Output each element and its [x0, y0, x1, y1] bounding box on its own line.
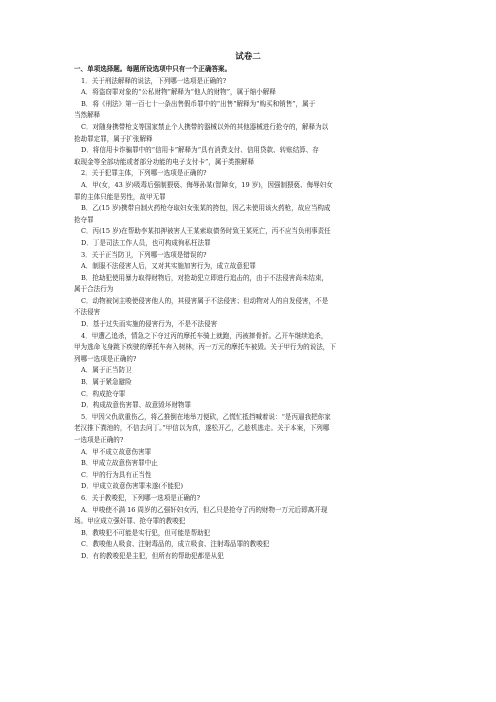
text-line: D．构成故意伤害罪、故意毁坏财物罪	[81, 401, 192, 410]
text-line: B．将《刑法》第一百七十一条出售假币罪中的“出售”解释为“购买和销售”，属于	[81, 99, 316, 108]
text-line: 属于合法行为	[74, 285, 114, 294]
text-line: C．教唆他人吸食、注射毒品的，成立吸食、注射毒品罪的教唆犯	[81, 540, 270, 549]
text-line: 罪的主体只能是男性，故甲无罪	[74, 192, 166, 201]
text-line: 5．甲因父仇欲重伤乙，将乙推倒在地举刀便砍，乙慌忙抵挡喊着说：“是丙逼我把你家	[81, 412, 331, 421]
text-line: 一选项是正确的?	[74, 436, 124, 444]
text-line: C．构成抢夺罪	[81, 389, 126, 398]
text-line: D．丁是司法工作人员，也可构成徇私枉法罪	[81, 238, 211, 247]
text-line: A．制服不法侵害人后，又对其实施加害行为，成立故意犯罪	[81, 262, 256, 271]
text-line: B．甲成立故意伤害罪中止	[81, 459, 158, 468]
text-line: D．基于过失而实施的侵害行为，不是不法侵害	[81, 320, 218, 329]
text-line: 不法侵害	[74, 308, 101, 317]
text-line: 抢劫罪定罪，属于扩张解释	[74, 134, 153, 143]
text-line: A．属于正当防卫	[81, 366, 132, 375]
text-line: D．甲成立故意伤害罪未遂(不能犯)	[81, 482, 184, 491]
text-line: C．甲的行为具有正当性	[81, 470, 152, 479]
text-line: 1．关于刑法解释的说法，下列哪一选项是正确的?	[81, 76, 227, 85]
text-line: B．抢劫犯使用暴力取得财物后，对抢劫犯立即进行追击的，由于不法侵害尚未结束，	[81, 273, 329, 282]
text-line: 取现金等全部功能或者部分功能的电子支付卡”，属于类推解释	[74, 157, 255, 166]
text-line: B．属于紧急避险	[81, 378, 132, 387]
text-line: 老汉推下粪池的，不信去问丁。”甲信以为真，遂松开乙，乙趁机逃走。关于本案，下列哪	[74, 424, 330, 433]
text-line: 4．甲遭乙追杀，情急之下夺过丙的摩托车骑上就跑，丙被摔骨折。乙开车继续追杀，	[81, 331, 328, 340]
page-title: 试卷二	[235, 52, 261, 62]
text-line: A．甲唆使不满 16 周岁的乙强奸妇女丙，但乙只是抢夺了丙的财物一万元后即离开现	[81, 505, 328, 514]
text-line: 6．关于教唆犯，下列哪一选项是正确的?	[81, 493, 200, 502]
text-line: 列哪一选项是正确的?	[74, 354, 137, 363]
exam-content	[74, 64, 426, 563]
text-line: A．甲不成立故意伤害罪	[81, 447, 152, 456]
text-line: B．教唆犯不可能是实行犯，但可能是帮助犯	[81, 528, 211, 537]
text-line: C．对随身携带枪支等国家禁止个人携带的器械以外的其他器械进行抢夺的，解释为以	[81, 122, 329, 131]
text-line: D．将信用卡诈骗罪中的“信用卡”解释为“具有消费支付、信用贷款、转账结算、存	[81, 146, 319, 155]
text-line: C．动物被饲主唆使侵害他人的，其侵害属于不法侵害；但动物对人的自发侵害，不是	[81, 296, 329, 305]
text-line: A．将盗窃罪对象的“公私财物”解释为“他人的财物”，属于缩小解释	[81, 88, 276, 97]
section-heading: 一、单项选择题。每题所设选项中只有一个正确答案。	[74, 65, 232, 73]
text-line: 当然解释	[74, 111, 101, 120]
text-line: D．有的教唆犯是主犯，但所有的帮助犯都是从犯	[81, 551, 224, 560]
text-line: 3．关于正当防卫，下列哪一选项是错误的?	[81, 250, 207, 259]
text-line: 抢夺罪	[74, 215, 94, 224]
text-line: A．甲(女，43 岁)吸毒后强制猥亵、侮辱孙某(智障女，19 岁)，因强制猥亵、侮辱妇女	[81, 180, 333, 189]
text-line: 甲为逃命飞身跳下疾驶的摩托车奔入树林，丙一万元的摩托车被毁。关于甲行为的说法，下	[74, 343, 336, 352]
text-line: B．乙(15 岁)携带自制火药枪夺取妇女张某的挎包，因乙未使用该火药枪，故应当构成	[81, 204, 331, 213]
text-line: C．丙(15 岁)在帮助李某扣押被害人王某索取债务时致王某死亡，丙不应当负刑事责任	[81, 227, 331, 236]
text-line: 2．关于犯罪主体，下列哪一选项是正确的?	[81, 169, 207, 178]
text-line: 场。甲应成立强奸罪、抢夺罪的教唆犯	[74, 517, 186, 526]
